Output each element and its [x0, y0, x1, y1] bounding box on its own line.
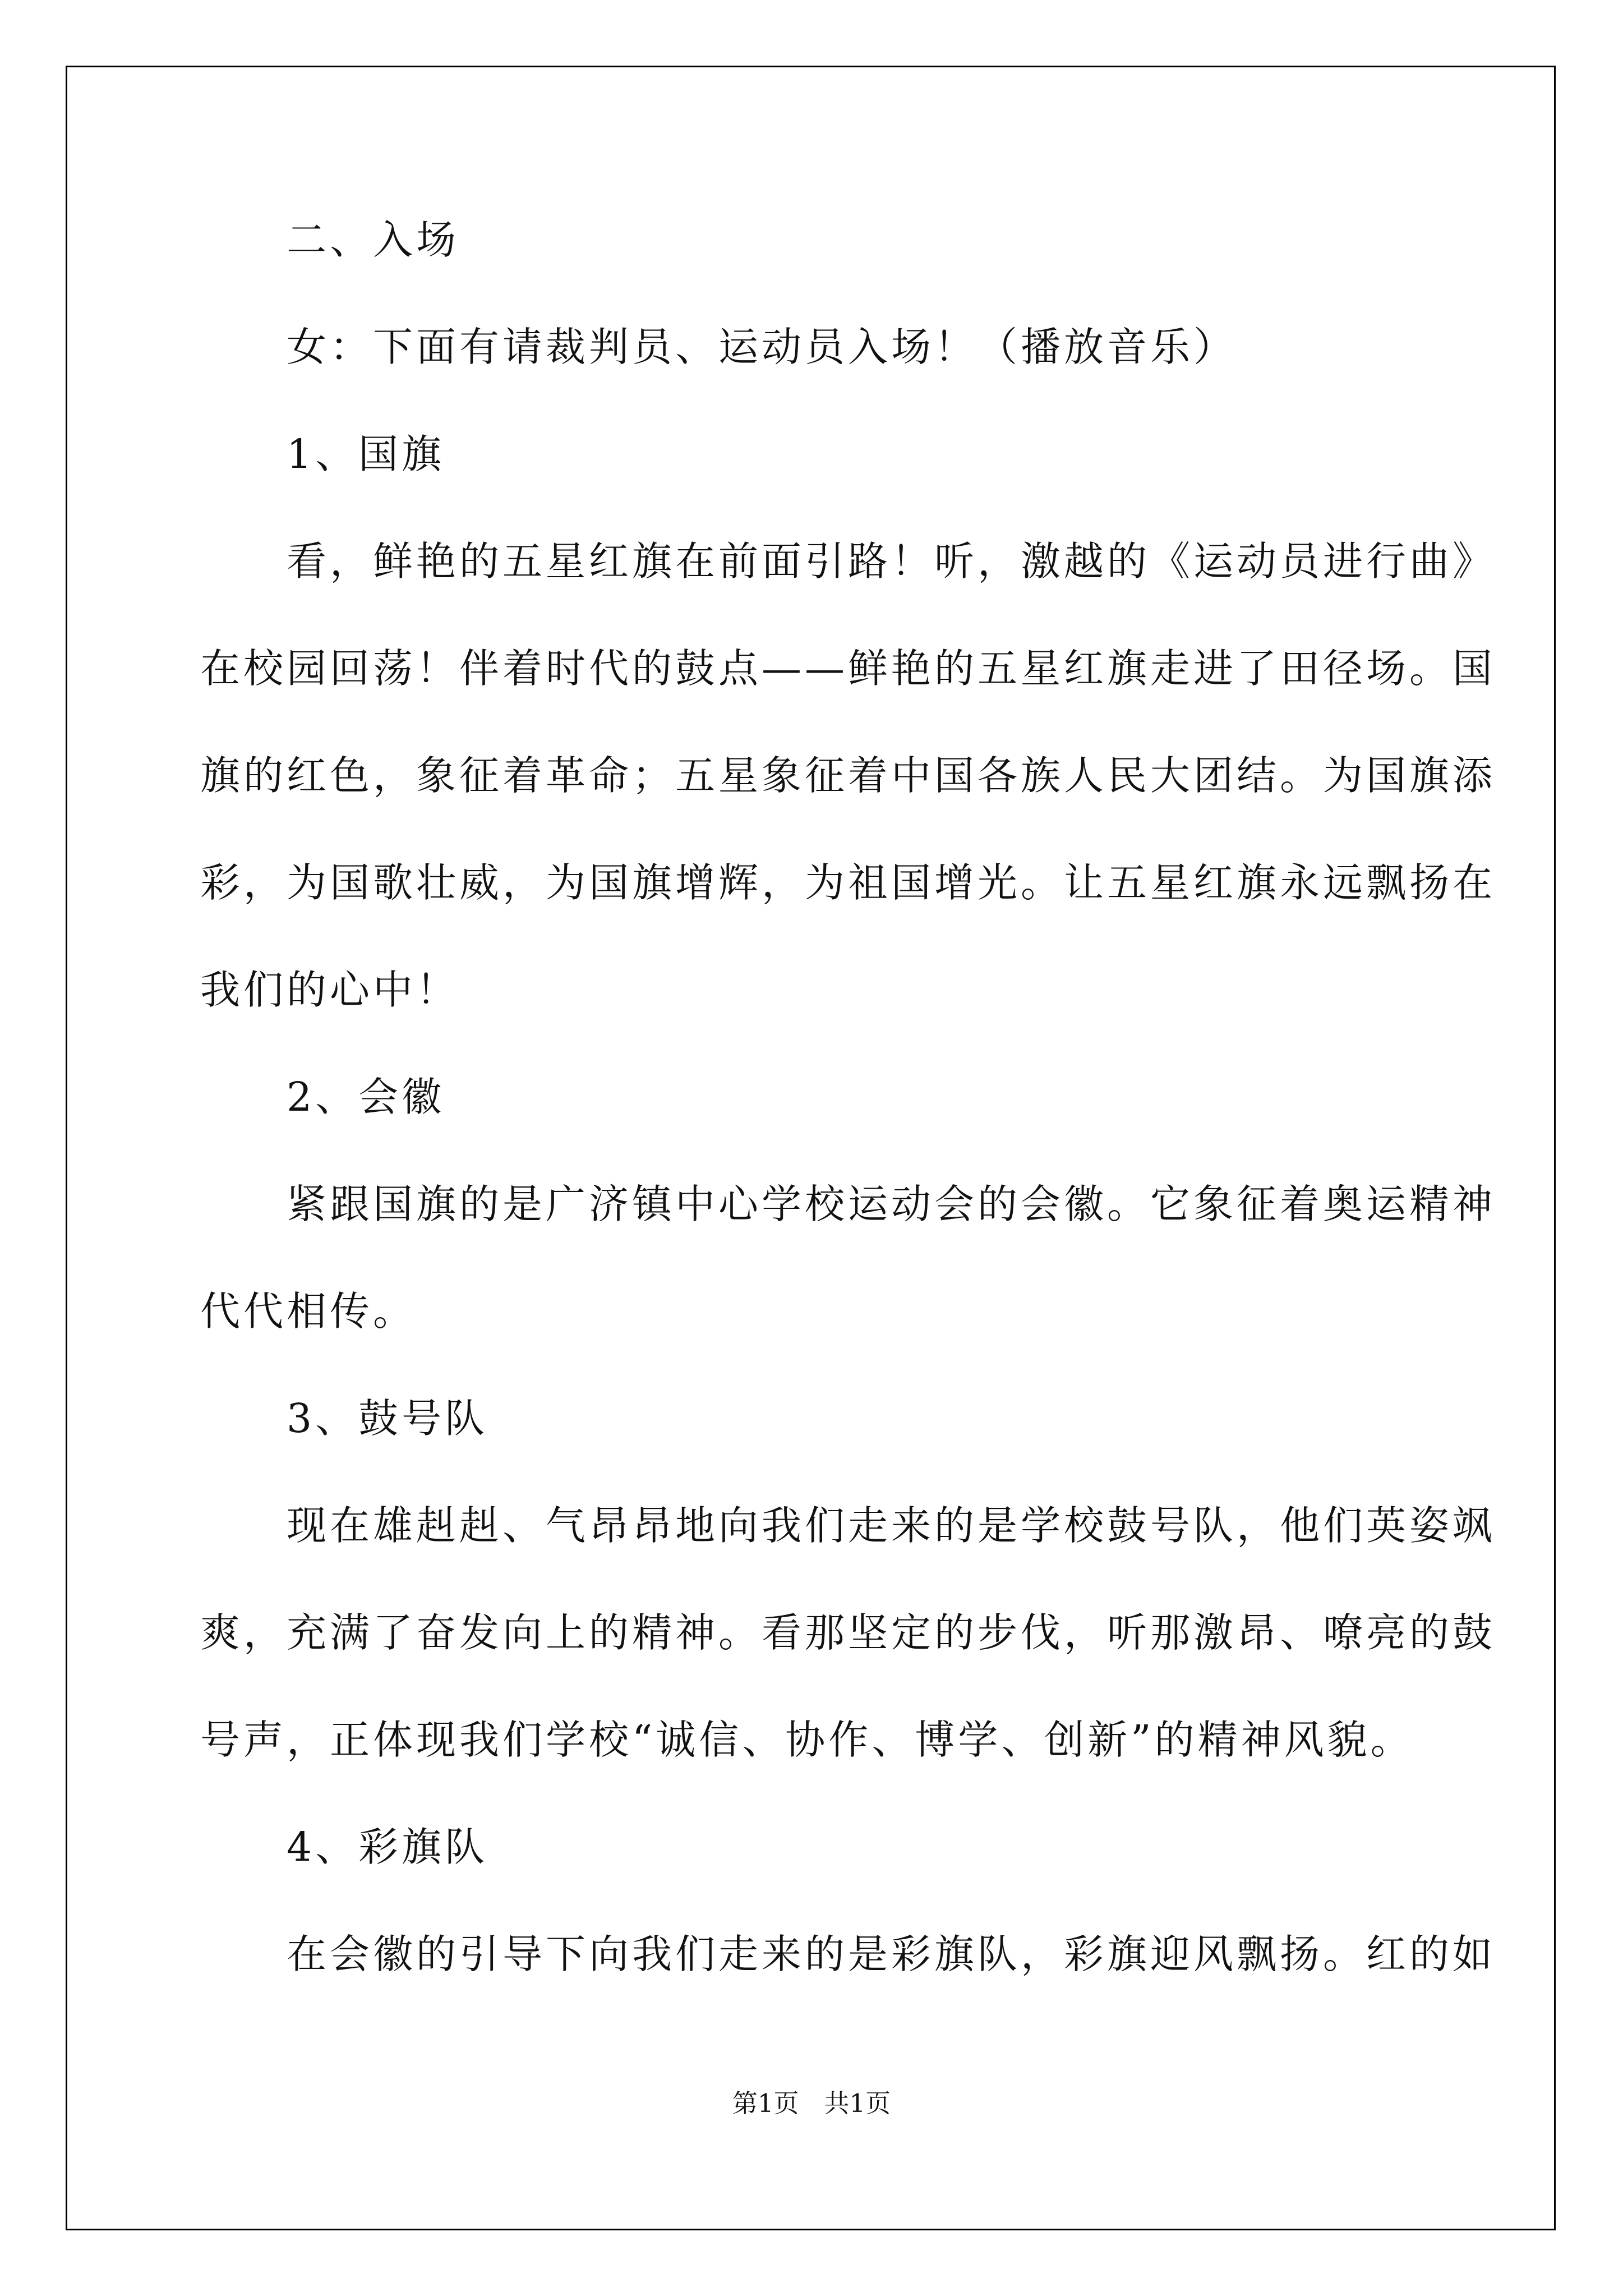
- heading-national-flag: 1、国旗: [200, 431, 445, 477]
- paragraph-line: 看，鲜艳的五星红旗在前面引路！听，激越的《运动员进行曲》: [200, 538, 1496, 585]
- paragraph-line: 紧跟国旗的是广济镇中心学校运动会的会徽。它象征着奥运精神: [200, 1181, 1496, 1227]
- paragraph-line: 爽，充满了奋发向上的精神。看那坚定的步伐，听那激昂、嘹亮的鼓: [200, 1609, 1496, 1656]
- page-border: [66, 66, 1556, 2230]
- paragraph-line: 女：下面有请裁判员、运动员入场！（播放音乐）: [200, 324, 1237, 370]
- paragraph-line: 我们的心中！: [200, 967, 460, 1013]
- paragraph-line: 在校园回荡！伴着时代的鼓点——鲜艳的五星红旗走进了田径场。国: [200, 645, 1496, 692]
- paragraph-line: 号声，正体现我们学校“诚信、协作、博学、创新”的精神风貌。: [200, 1717, 1414, 1763]
- paragraph-line: 代代相传。: [200, 1288, 417, 1335]
- heading-entrance: 二、入场: [200, 217, 460, 263]
- heading-drum-team: 3、鼓号队: [200, 1395, 488, 1442]
- heading-flag-team: 4、彩旗队: [200, 1824, 488, 1870]
- paragraph-line: 在会徽的引导下向我们走来的是彩旗队，彩旗迎风飘扬。红的如: [200, 1931, 1496, 1977]
- paragraph-line: 现在雄赳赳、气昂昂地向我们走来的是学校鼓号队，他们英姿飒: [200, 1502, 1496, 1549]
- heading-emblem: 2、会徽: [200, 1074, 445, 1120]
- page-number: 第1页 共1页: [732, 2088, 891, 2118]
- paragraph-line: 彩，为国歌壮威，为国旗增辉，为祖国增光。让五星红旗永远飘扬在: [200, 859, 1496, 906]
- paragraph-line: 旗的红色，象征着革命；五星象征着中国各族人民大团结。为国旗添: [200, 752, 1496, 799]
